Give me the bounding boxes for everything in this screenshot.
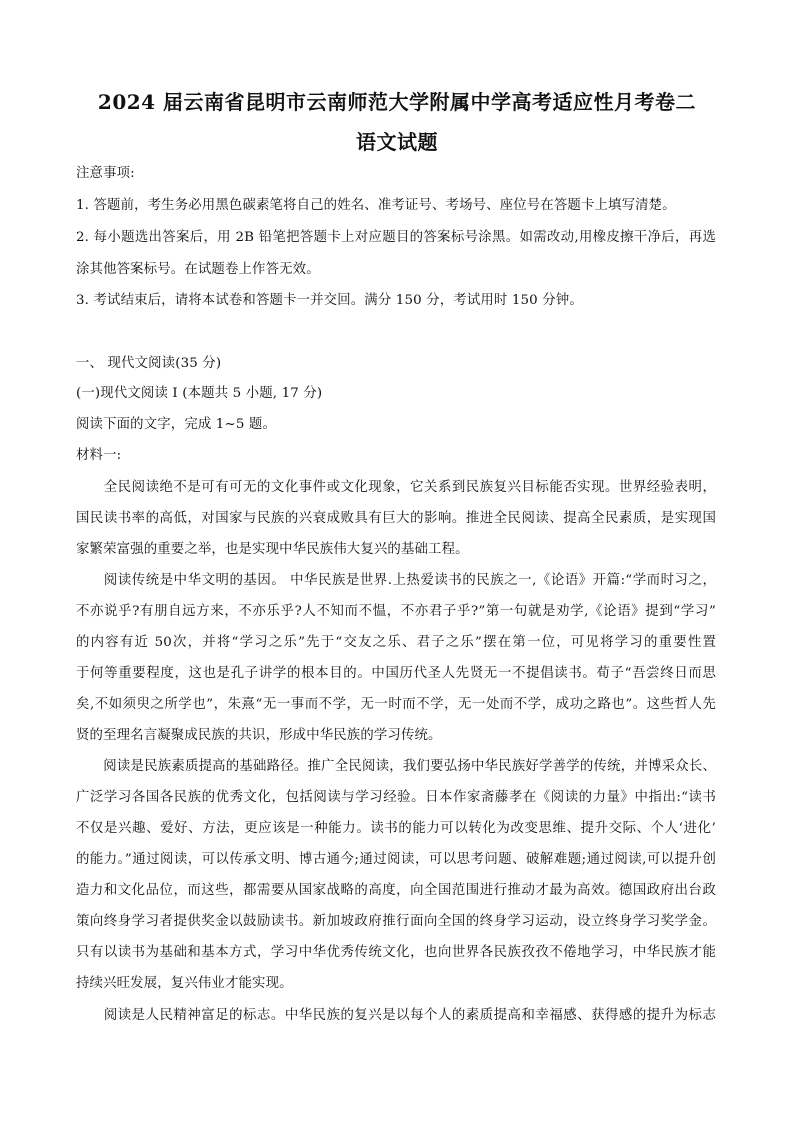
body-line: 造力和文化品位，而这些，都需要从国家战略的高度，向全国范围进行推动才最为高效。德国政府出台政 [76,883,716,898]
exam-subject-title: 语文试题 [356,130,438,154]
section-heading: 一、 现代文阅读(35 分) [76,356,222,371]
notice-heading: 注意事项: [76,166,135,181]
notice-item-3: 3. 考试结束后，请将本试卷和答题卡一并交回。满分 150 分，考试用时 150 分钟。 [76,293,583,308]
body-line: 的能力。”通过阅读，可以传承文明、博古通今;通过阅读，可以思考问题、破解难题;通过阅读,可以提升创 [76,852,716,867]
body-line: 的内容有近 50次，并将“学习之乐”先于“交友之乐、君子之乐”摆在第一位，可见将学习的重要性置 [76,635,716,650]
body-line: 阅读传统是中华文明的基因。 中华民族是世界.上热爱读书的民族之一,《论语》开篇:“学而时习之， [76,573,716,588]
body-line: 贤的至理名言凝聚成民族的共识，形成中华民族的学习传统。 [76,728,442,743]
sub-section-heading: (一)现代文阅读 I (本题共 5 小题, 17 分) [76,386,323,401]
body-line: 矣,不如须臾之所学也”，朱熹“无一事而不学，无一时而不学，无一处而不学，成功之路也”。这些哲人先 [76,697,716,712]
body-line: 国民读书率的高低，对国家与民族的兴衰成败具有巨大的影响。推进全民阅读、提高全民素质，是实现国 [76,511,716,526]
body-line: 广泛学习各国各民族的优秀文化，包括阅读与学习经验。日本作家斋藤孝在《阅读的力量》中指出:“读书 [76,790,716,805]
body-line: 只有以读书为基础和基本方式，学习中华优秀传统文化，也向世界各民族孜孜不倦地学习，中华民族才能 [76,945,716,960]
body-line: 持续兴旺发展，复兴伟业才能实现。 [76,976,293,991]
body-line: 全民阅读绝不是可有可无的文化事件或文化现象，它关系到民族复兴目标能否实现。世界经验表明， [76,480,716,495]
notice-item-1: 1. 答题前，考生务必用黑色碳素笔将自己的姓名、准考证号、考场号、座位号在答题卡上填写清楚。 [76,198,676,213]
body-line: 阅读是人民精神富足的标志。中华民族的复兴是以每个人的素质提高和幸福感、获得感的提升为标志 [76,1008,716,1023]
body-line: 于何等重要程度，这也是孔子讲学的根本目的。中国历代圣人先贤无一不提倡读书。荀子“吾尝终日而思 [76,666,716,681]
exam-title: 2024 届云南省昆明市云南师范大学附属中学高考适应性月考卷二 [97,90,697,114]
body-line: 不仅是兴趣、爱好、方法，更应该是一种能力。读书的能力可以转化为改变思维、提升交际、个人‘进化’ [76,821,716,836]
material-label: 材料一: [76,448,122,463]
body-line: 家繁荣富强的重要之举，也是实现中华民族伟大复兴的基础工程。 [76,542,469,557]
reading-instruction: 阅读下面的文字，完成 1~5 题。 [76,417,277,432]
body-line: 阅读是民族素质提高的基础路径。推广全民阅读，我们要弘扬中华民族好学善学的传统，并博采众长、 [76,759,716,774]
notice-item-2-line-2: 涂其他答案标号。在试题卷上作答无效。 [76,262,320,277]
body-line: 不亦说乎?有朋自远方来，不亦乐乎?人不知而不愠，不亦君子乎?”第一句就是劝学,《论语》提到“学习” [76,604,716,619]
body-line: 策向终身学习者提供奖金以鼓励读书。新加坡政府推行面向全国的终身学习运动，设立终身学习奖学金。 [76,914,716,929]
notice-item-2-line-1: 2. 每小题选出答案后，用 2B 铅笔把答题卡上对应题目的答案标号涂黑。如需改动,用橡皮擦干净后，再选 [76,230,716,245]
